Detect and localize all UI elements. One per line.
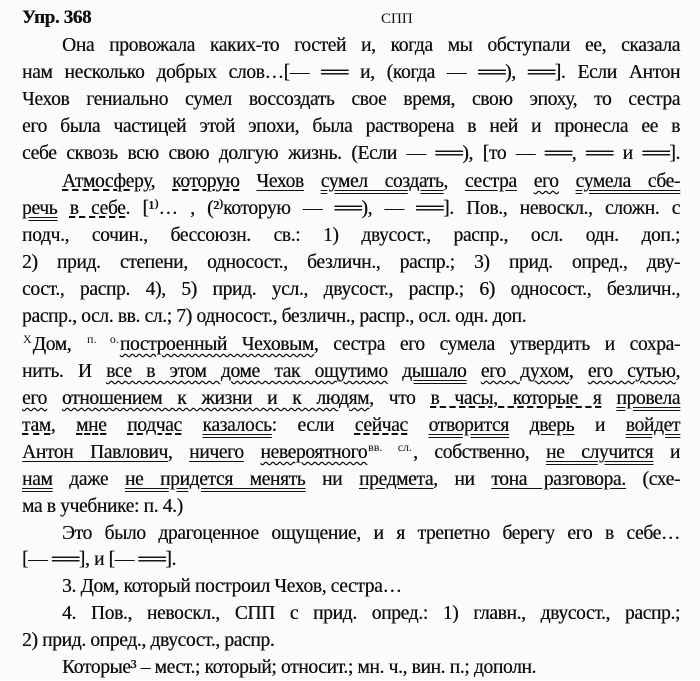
text-run: ,: [568, 361, 588, 382]
underlined-word: тона разговора.: [491, 469, 626, 490]
text-line: [22, 59, 680, 86]
text-run: [57, 198, 69, 219]
underlined-word: его духом: [480, 361, 569, 382]
text-run: , сестра его сумела утвердить и сохра-: [313, 334, 681, 355]
underlined-word: войдет: [625, 415, 680, 436]
underlined-word: сумел создать: [320, 171, 444, 192]
text-run: сост., распр. 4), 5) прид. усл., двусост., распр.; 6) односост., безличн.,: [22, 279, 680, 300]
underlined-word: его: [22, 388, 47, 409]
text-line: [62, 600, 680, 627]
underlined-word: его сутью: [587, 361, 676, 382]
underlined-word: в часы, которые я: [430, 388, 602, 409]
underlined-word: казалось: [202, 415, 272, 436]
underlined-word: Антон Павлович: [22, 442, 168, 463]
text-line: [22, 86, 680, 113]
text-run: [182, 415, 203, 436]
text-run: [517, 171, 534, 192]
exercise-title: Упр. 368: [22, 7, 92, 28]
underlined-word: подчас: [127, 415, 182, 436]
underlined-word: предмета: [358, 469, 434, 490]
text-run: себе сквозь всю свою долгую жизнь. (Если — ══), [то — ══, ══ и ══].: [22, 143, 680, 164]
text-run: ,: [443, 171, 465, 192]
text-run: Это было драгоценное ощущение, и я трепетно берегу его в себе…: [62, 523, 680, 544]
text-line: [22, 358, 680, 385]
text-run: даже: [52, 469, 125, 490]
text-run: ,: [167, 442, 190, 463]
underlined-word: нам: [22, 469, 53, 490]
underlined-word: в себе: [69, 198, 126, 219]
text-run: [47, 388, 62, 409]
text-run: [304, 171, 321, 192]
text-run: Чехов гениально сумел воссоздать свое время, свою эпоху, то сестра: [22, 89, 680, 110]
underlined-word: построенный Чеховым: [119, 334, 314, 355]
text-run: [408, 415, 429, 436]
underlined-word: не случится: [545, 442, 654, 463]
text-line: [22, 493, 183, 520]
text-run: и: [653, 442, 680, 463]
underlined-word: дышало: [402, 361, 467, 382]
text-line: [62, 573, 402, 600]
text-run: , что: [369, 388, 431, 409]
text-run: [559, 171, 576, 192]
text-line: [22, 627, 274, 654]
text-line: [22, 276, 680, 303]
text-run: [— ══], и [— ══].: [22, 549, 176, 570]
annotation-cross: X: [23, 331, 32, 346]
text-line: [22, 412, 680, 439]
text-run: ма в учебнике: п. 4.): [22, 496, 183, 517]
annotation-vvsl: вв. сл.: [368, 439, 413, 454]
text-run: ,: [50, 415, 77, 436]
underlined-word: речь: [22, 198, 58, 219]
text-line: [22, 331, 680, 358]
text-line: [22, 222, 680, 249]
underlined-word: ничего: [189, 442, 244, 463]
text-run: подч., сочин., бессоюзн. св.: 1) двусост., распр., осл. одн. доп.;: [22, 225, 680, 246]
text-run: и: [574, 415, 626, 436]
text-run: [601, 388, 616, 409]
text-run: 4. Пов., невоскл., СПП с прид. опред.: 1) главн., двусост., распр.;: [62, 603, 680, 624]
text-run: [239, 171, 256, 192]
text-line: [62, 654, 536, 681]
text-line: [22, 195, 680, 222]
text-run: , ни: [433, 469, 492, 490]
text-line: [22, 546, 176, 573]
text-run: распр., осл. вв. сл.; 7) односост., безличн., распр., осл. одн. доп.: [22, 306, 527, 327]
underlined-word: сумела сбе-: [575, 171, 680, 192]
text-run: [509, 415, 530, 436]
text-run: его была частицей этой эпохи, была растворена в ней и пронесла ее в: [22, 116, 680, 137]
text-line: [22, 466, 680, 493]
text-run: . [¹⁾… , (²⁾которую — ══), — ══]. Пов., невоскл., сложн. с: [125, 198, 680, 219]
underlined-word: не придется менять: [124, 469, 306, 490]
text-line: [22, 385, 680, 412]
underlined-word: отворится: [428, 415, 509, 436]
underlined-word: сестра: [464, 171, 517, 192]
text-run: ,: [675, 361, 681, 382]
underlined-word: все в этом доме так ощутимо: [106, 361, 388, 382]
text-run: : если: [271, 415, 355, 436]
text-run: [388, 361, 402, 382]
text-run: (схе-: [625, 469, 680, 490]
underlined-word: отношением к жизни и к людям: [61, 388, 370, 409]
text-run: Она провожала каких-то гостей и, когда мы обступали ее, сказала: [62, 35, 680, 56]
text-line: [22, 140, 680, 167]
text-line: [22, 113, 680, 140]
underlined-word: сейчас: [354, 415, 408, 436]
underlined-word: Чехов: [256, 171, 304, 192]
underlined-word: его: [533, 171, 559, 192]
text-run: Дом,: [32, 334, 87, 355]
text-run: ,: [150, 171, 173, 192]
text-line: [22, 303, 526, 330]
underlined-word: провела: [616, 388, 681, 409]
underlined-word: которую: [172, 171, 240, 192]
text-run: , собственно,: [413, 442, 546, 463]
underlined-word: невероятного: [260, 442, 368, 463]
text-run: 2) прид. степени, односост., безличн., распр.; 3) прид. опред., дву-: [22, 252, 680, 273]
text-line: [62, 520, 680, 547]
underlined-word: Атмосферу: [62, 171, 151, 192]
underlined-word: мне: [76, 415, 107, 436]
text-run: [466, 361, 480, 382]
text-run: [244, 442, 261, 463]
text-run: 2) прид. опред., двусост., распр.: [22, 630, 275, 651]
text-run: Которые³ – мест.; который; относит.; мн. ч., вин. п.; дополн.: [62, 657, 537, 678]
underlined-word: там: [22, 415, 51, 436]
text-line: [62, 168, 680, 195]
text-run: нить. И: [22, 361, 107, 382]
text-line: [22, 249, 680, 276]
text-run: 3. Дом, который построил Чехов, сестра…: [62, 576, 402, 597]
annotation-spp: СПП: [381, 11, 413, 27]
text-run: [106, 415, 127, 436]
text-line: [62, 32, 680, 59]
annotation-po: п. о.: [87, 331, 119, 346]
underlined-word: дверь: [529, 415, 575, 436]
text-run: ни: [305, 469, 359, 490]
text-line: [22, 439, 680, 466]
text-run: нам несколько добрых слов…[— ══ и, (когда — ══), ══]. Если Антон: [22, 62, 680, 83]
